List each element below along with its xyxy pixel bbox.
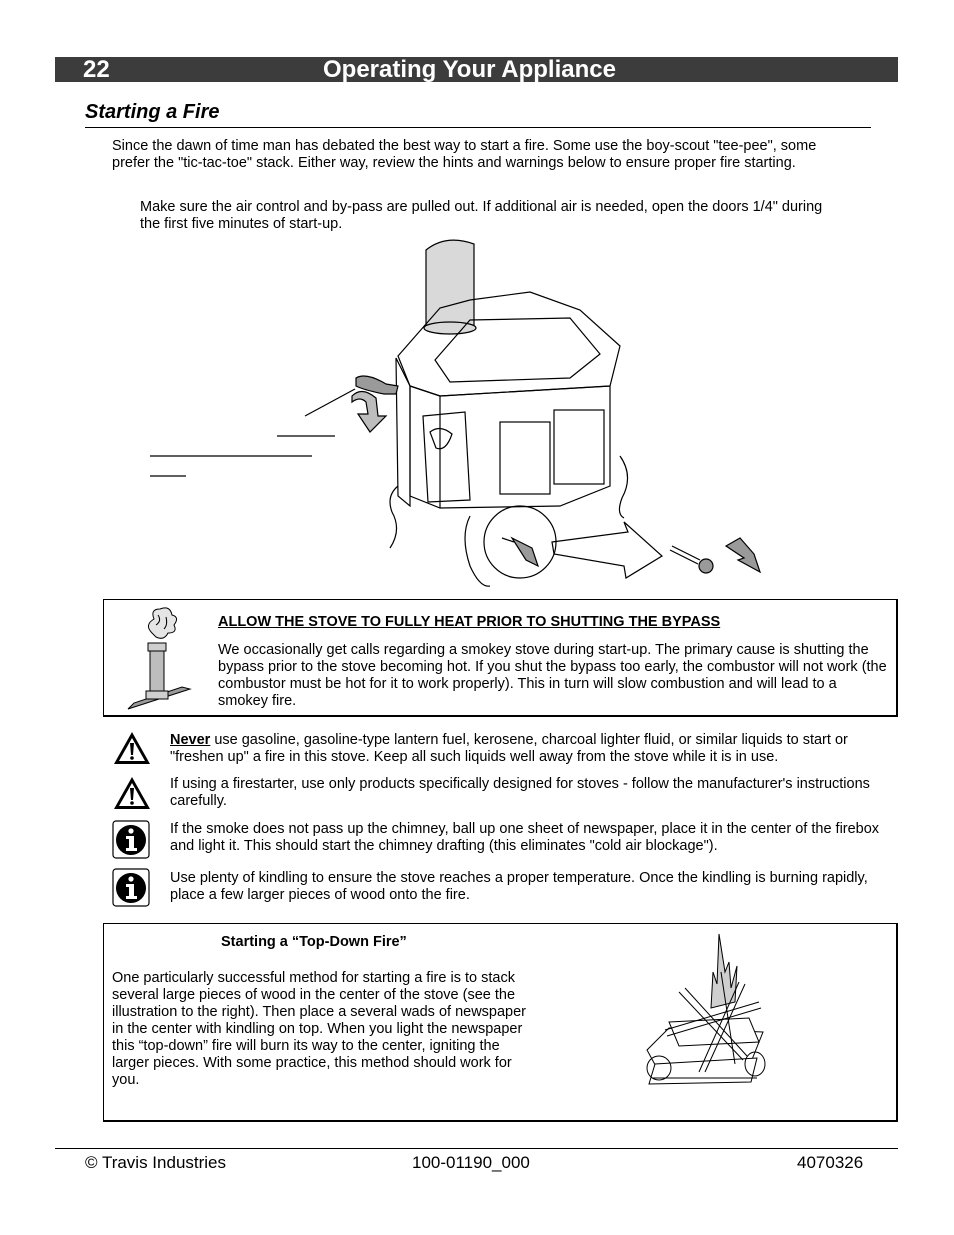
section-divider [85,127,871,128]
page-title: Operating Your Appliance [323,56,616,83]
bypass-warning-box [103,599,898,717]
intro-paragraph: Since the dawn of time man has debated the best way to start a fire. Some use the boy-scout "tee-pee", some prefer the "tic-tac-toe" stack. Either way, review the hints and warnings below to ensure proper fire starting. [112,138,817,171]
stove-illustration [140,236,780,596]
section-title: Starting a Fire [85,101,220,123]
footer-copyright: © Travis Industries [85,1153,227,1172]
note-kindling: Use plenty of kindling to ensure the stove reaches a proper temperature. Once the kindling is burning rapidly, place a few larger pieces of wood onto the fire. [170,870,868,903]
note-never-lead: Never [170,732,211,748]
topdown-fire-body: One particularly successful method for starting a fire is to stack several large pieces of wood in the center of the stove (see the illustration to the right). Then place a several wads of newspaper in the center with kindling on top. When you light the newspaper this “top-down” fire will burn its way to the center, igniting the larger pieces. With some practice, this method should work for you. [112,970,527,1088]
footer-doc-number: 100-01190_000 [412,1153,530,1172]
log-stack-illustration [639,932,779,1092]
footer-code: 4070326 [797,1153,864,1172]
warning-icon [112,730,152,771]
bypass-warning-body: We occasionally get calls regarding a smokey stove during start-up. The primary cause is shutting the bypass prior to the stove becoming hot. If you shut the bypass too early, the combustor will not work (the combustor must be hot for it to work properly). This in turn will slow combustion and will lead to a smokey fire. [218,642,887,709]
topdown-fire-box [103,923,898,1122]
footer-divider [55,1148,898,1149]
instruction-paragraph: Make sure the air control and by-pass are pulled out. If additional air is needed, open the doors 1/4" during the first five minutes of start-up. [140,199,823,232]
note-firestarter: If using a firestarter, use only products specifically designed for stoves - follow the manufacturer's instructions carefully. [170,776,870,809]
warning-icon [112,775,152,816]
note-never-liquids [170,732,888,766]
info-icon [112,868,152,913]
note-never-text: use gasoline, gasoline-type lantern fuel, kerosene, charcoal lighter fluid, or similar liquids to start or "freshen up" a fire in this stove. Keep all such liquids well away from the stove while it is in use. [170,732,848,765]
page-number: 22 [83,56,110,83]
note-smoke-chimney: If the smoke does not pass up the chimney, ball up one sheet of newspaper, place it in the center of the firebox and light it. This should start the chimney drafting (this eliminates "cold air blockage"). [170,821,880,854]
page-header-bar [55,57,898,82]
chimney-smoke-icon [124,603,194,711]
bypass-warning-heading: ALLOW THE STOVE TO FULLY HEAT PRIOR TO SHUTTING THE BYPASS [218,614,721,630]
info-icon [112,820,152,865]
topdown-fire-heading: Starting a “Top-Down Fire” [221,934,407,950]
